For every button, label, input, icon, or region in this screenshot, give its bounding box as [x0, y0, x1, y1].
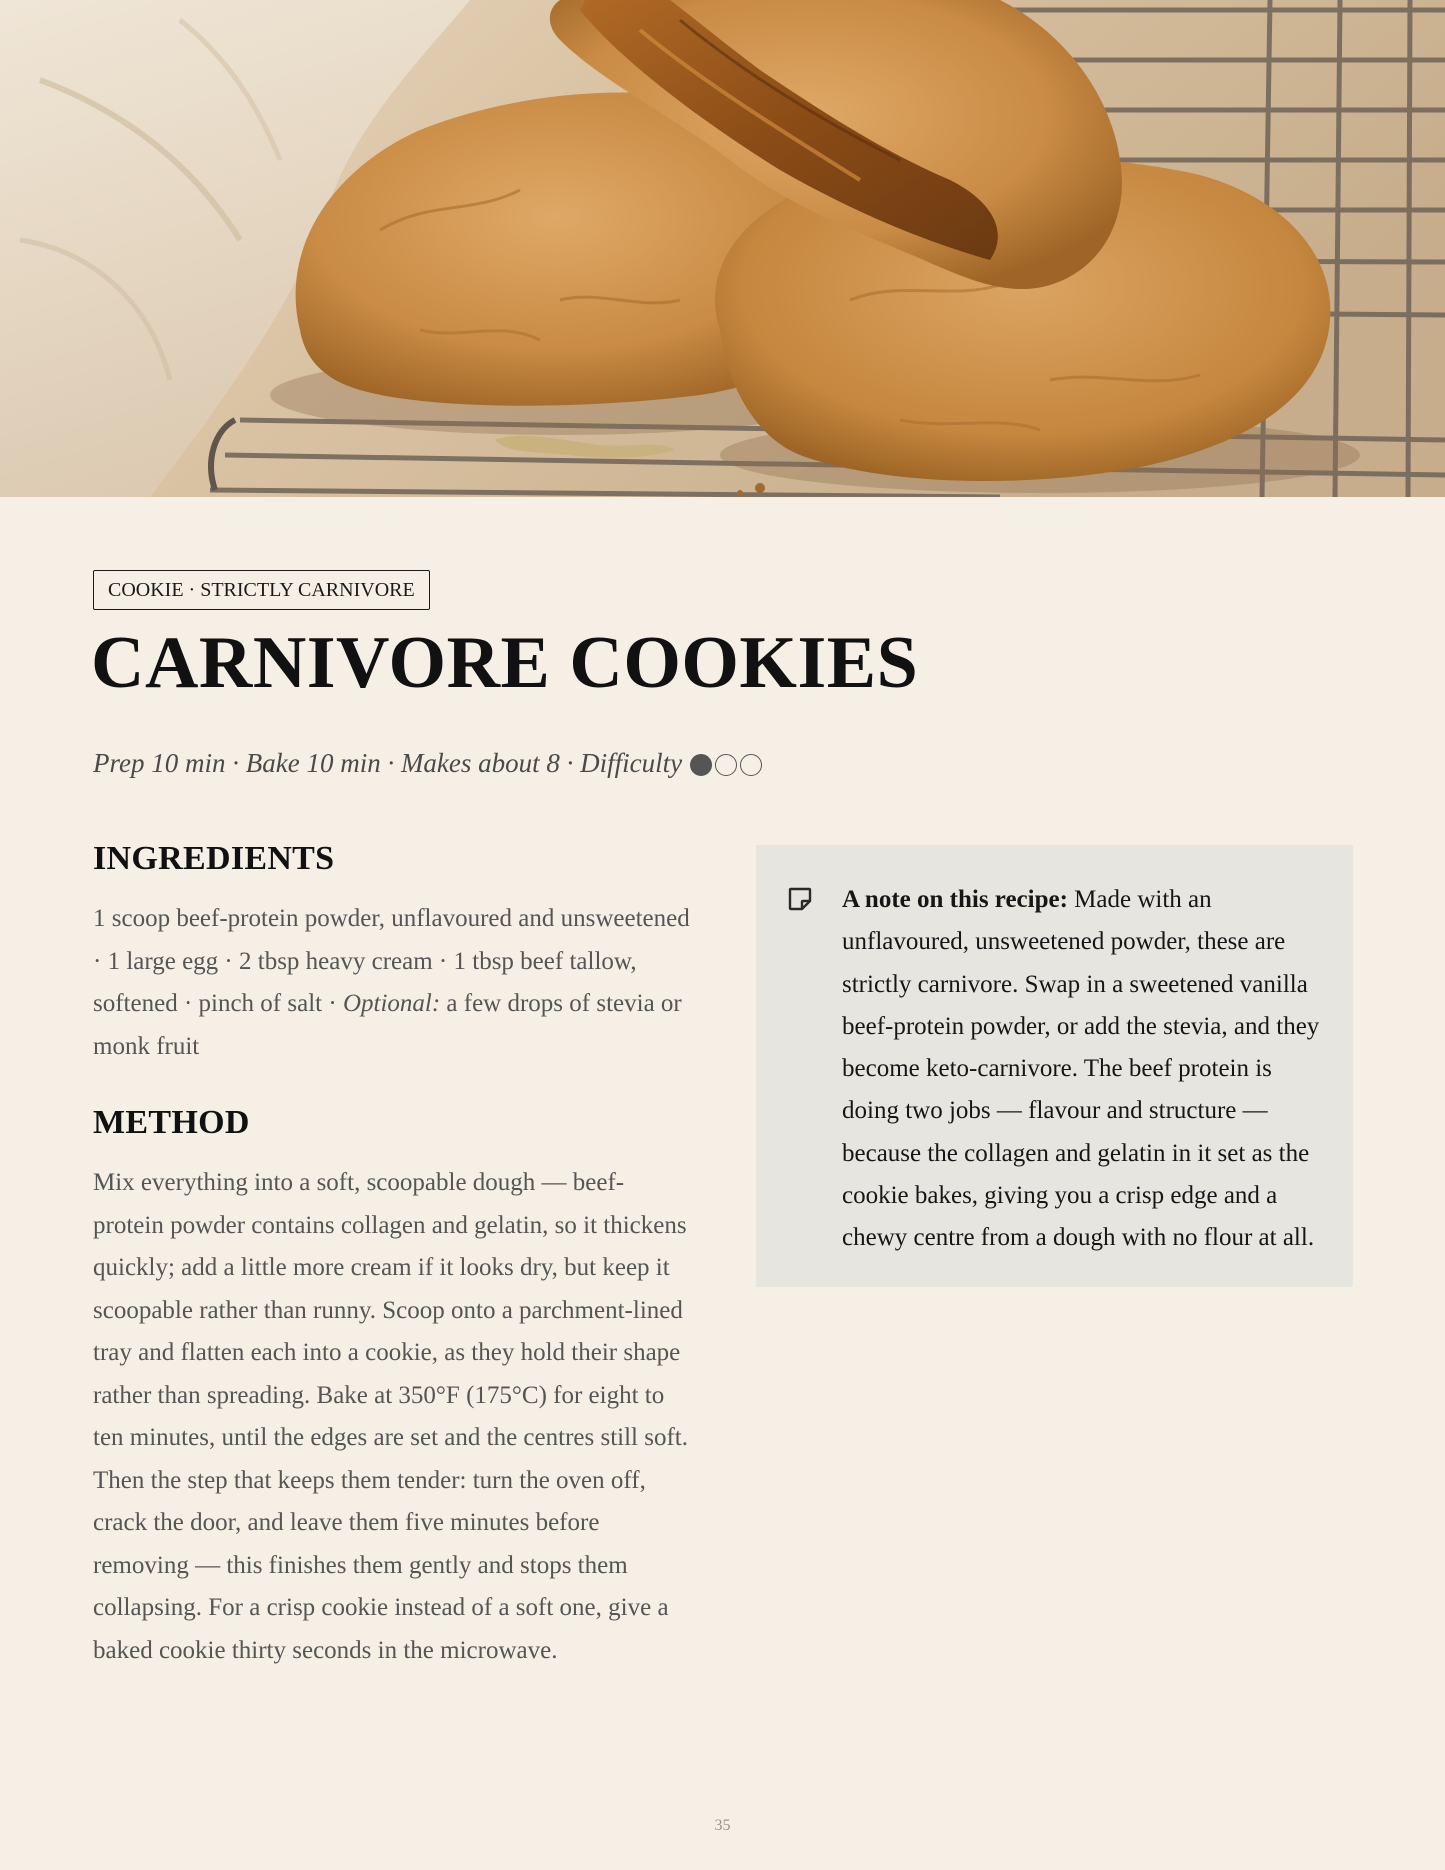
ingredients-heading: INGREDIENTS — [93, 840, 335, 877]
optional-label: Optional: — [342, 990, 441, 1017]
method-heading: METHOD — [93, 1104, 250, 1141]
hero-image — [0, 0, 1445, 497]
note-icon — [787, 886, 813, 912]
recipe-title: CARNIVORE COOKIES — [91, 622, 919, 704]
difficulty-dot — [690, 754, 712, 776]
recipe-meta — [93, 750, 762, 777]
recipe-note-box — [756, 845, 1353, 1287]
cookies-on-rack-illustration — [0, 0, 1445, 497]
difficulty-dot — [740, 754, 762, 776]
note-body: Made with an unflavoured, unsweetened powder, these are strictly carnivore. Swap in a sweetened vanilla beef-protein powder, or add the stevia, and they become keto-carnivore. The beef protein is doing two jobs — flavour and structure — because the collagen and gelatin in it set as the cookie bakes, giving you a crisp edge and a chewy centre from a dough with no flour at all. — [842, 886, 1320, 1252]
note-label: A note on this recipe: — [842, 886, 1068, 913]
difficulty-dot — [715, 754, 737, 776]
category-tag: COOKIE · STRICTLY CARNIVORE — [93, 570, 430, 610]
recipe-left-column — [93, 842, 693, 1672]
optional-ingredients: a few drops of stevia or monk fruit — [93, 990, 682, 1060]
note-text — [842, 879, 1323, 1260]
ingredients-list: 1 scoop beef-protein powder, unflavoured and unsweetened · 1 large egg · 2 tbsp heavy cream · 1 tbsp beef tallow, softened · pinch of salt · — [93, 905, 690, 1017]
page-number: 35 — [714, 1817, 731, 1834]
recipe-meta-text: Prep 10 min · Bake 10 min · Makes about 8 · Difficulty — [93, 748, 683, 778]
difficulty-rating — [690, 754, 762, 776]
method-text: Mix everything into a soft, scoopable dough — beef-protein powder contains collagen and gelatin, so it thickens quickly; add a little more cream if it looks dry, but keep it scoopable rather than runny. Scoop onto a parchment-lined tray and flatten each into a cookie, as they hold their shape rather than spreading. Bake at 350°F (175°C) for eight to ten minutes, until the edges are set and the centres still soft. Then the step that keeps them tender: turn the oven off, crack the door, and leave them five minutes before removing — this finishes them gently and stops them collapsing. For a crisp cookie instead of a soft one, give a baked cookie thirty seconds in the microwave. — [93, 1169, 688, 1664]
ingredients-text — [93, 898, 693, 1068]
